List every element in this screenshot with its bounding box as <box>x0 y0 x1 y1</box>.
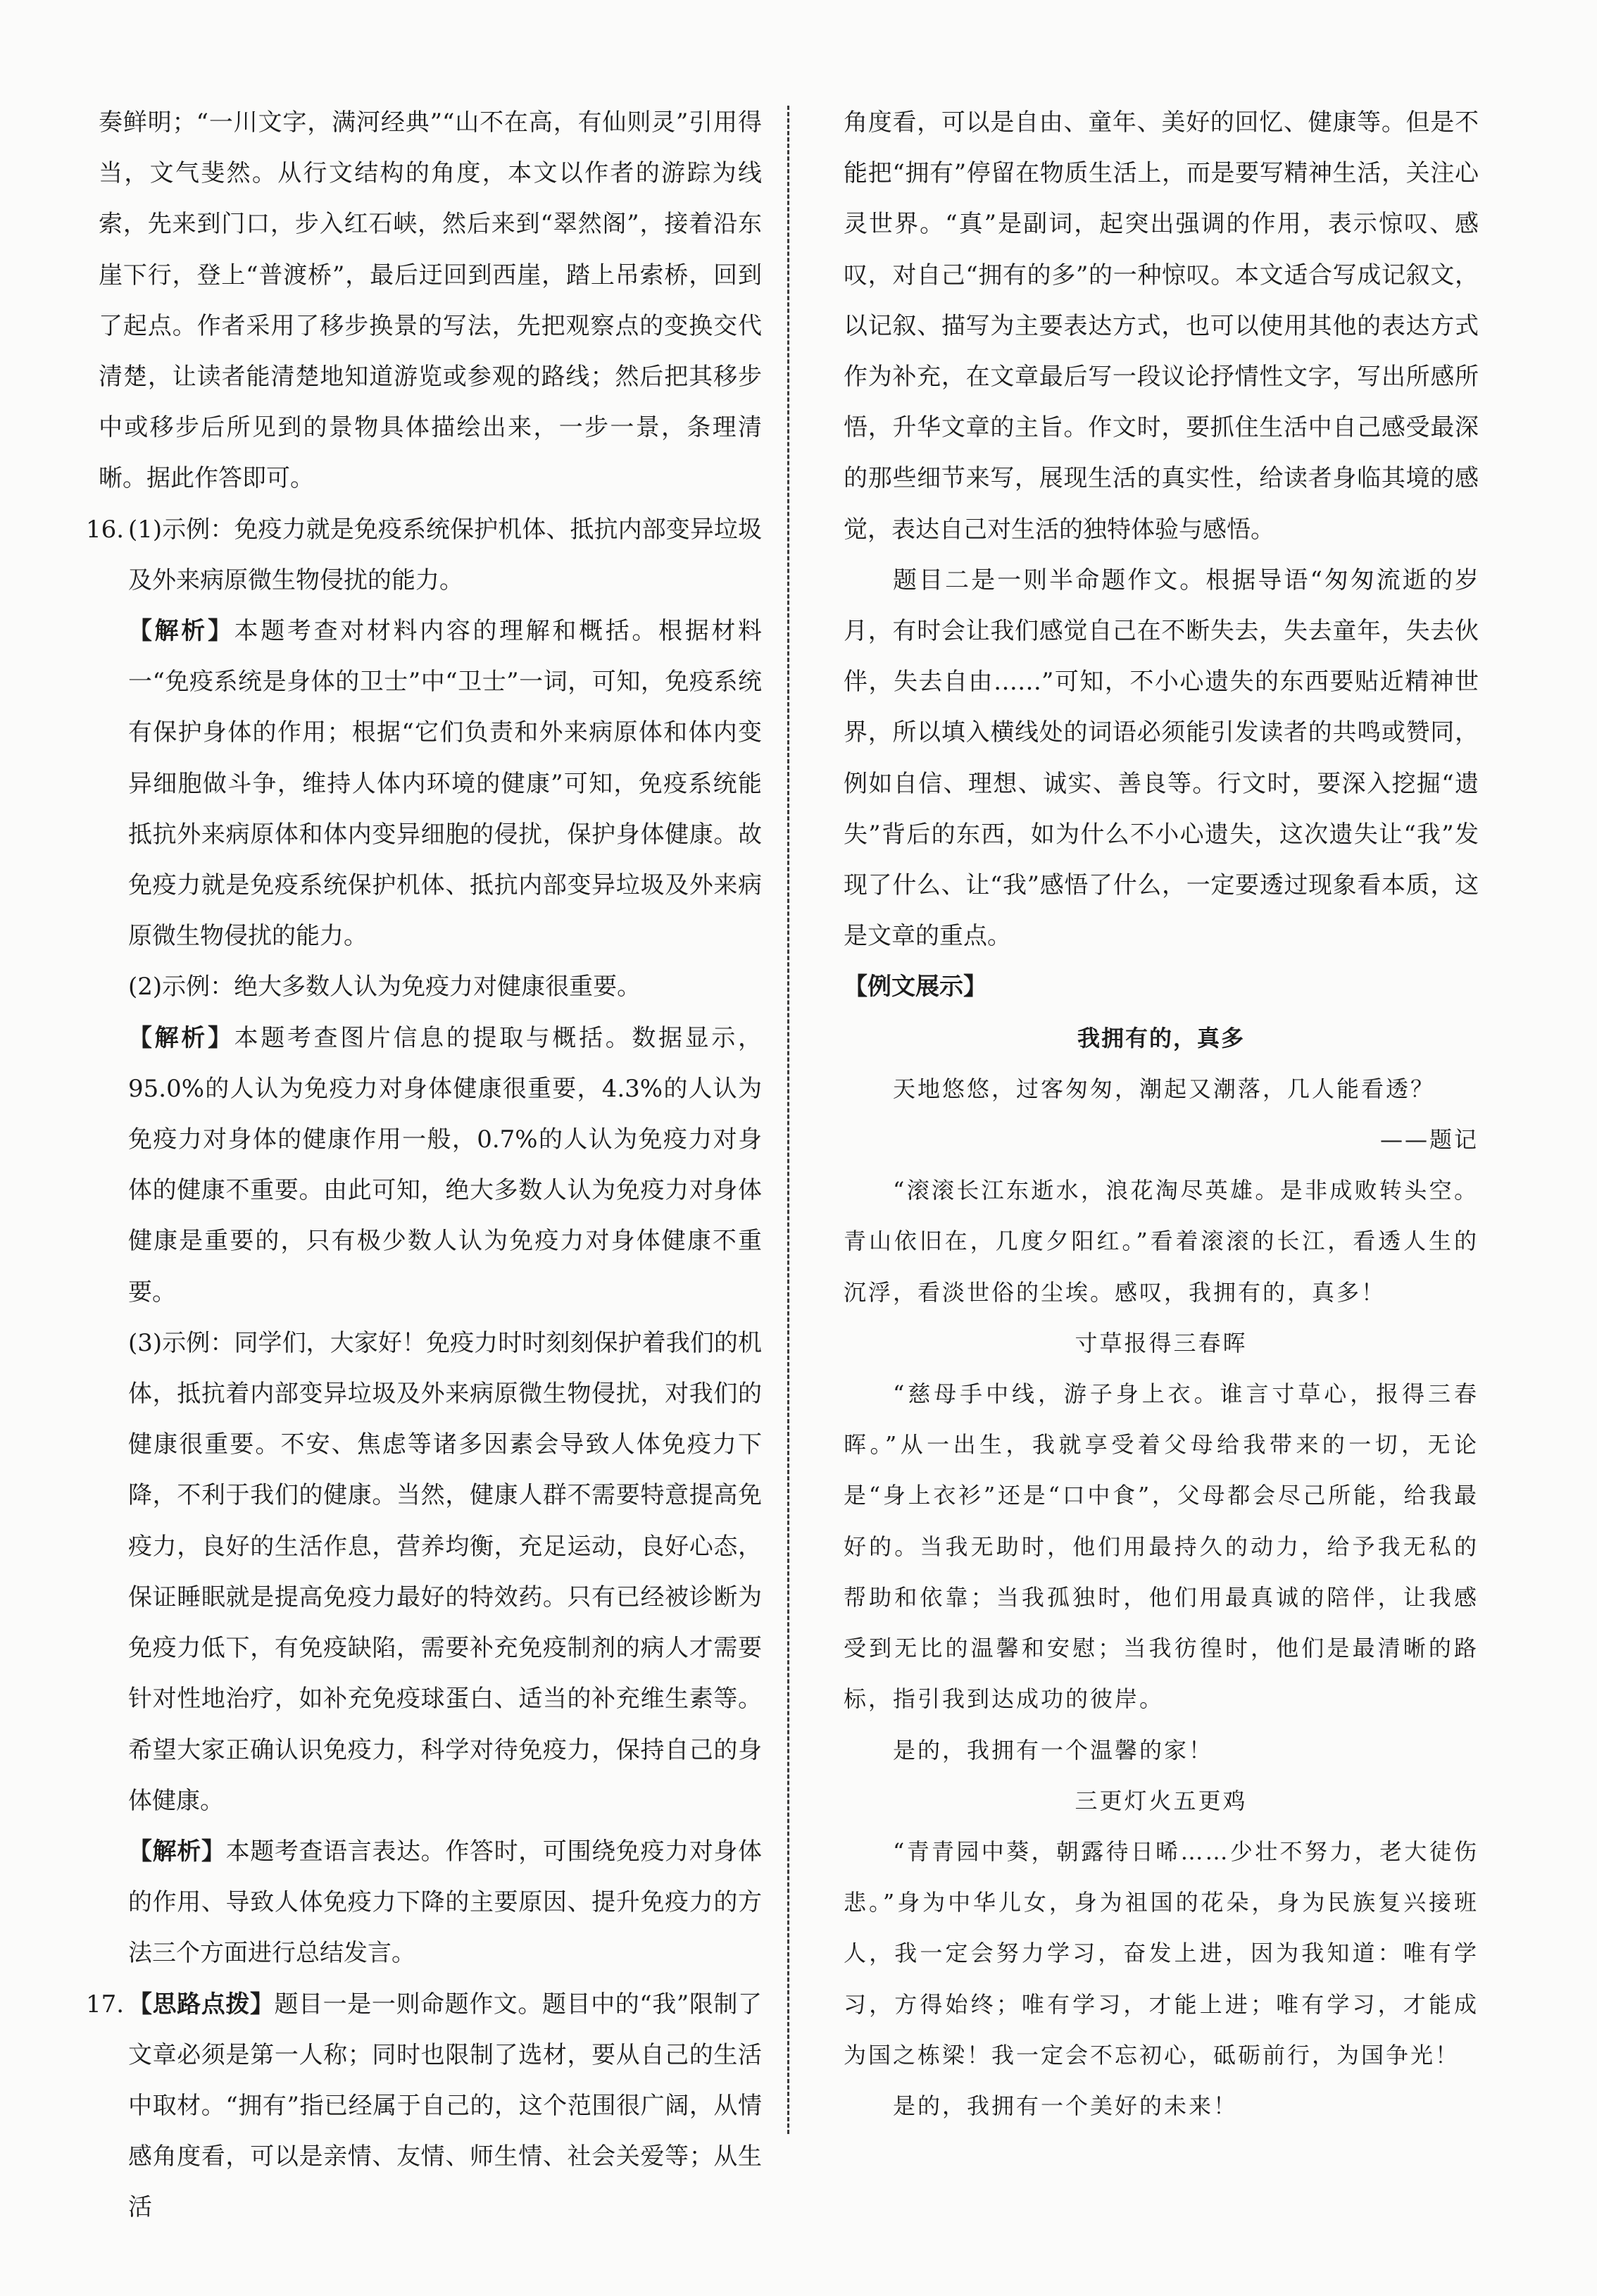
analysis-tag: 【解析】 <box>128 1023 234 1052</box>
essay-paragraph-5: 是的，我拥有一个美好的未来！ <box>893 2092 1239 2119</box>
sample-essay <box>844 1013 1479 2131</box>
guidance-continued: 角度看，可以是自由、童年、美好的回忆、健康等。但是不能把“拥有”停留在物质生活上，而是要写精神生活，关注心灵世界。“真”是副词，起突出强调的作用，表示惊叹、感叹，对自己“拥有的多”的一种惊叹。本文适合写成记叙文，以记叙、描写为主要表达方式，也可以使用其他的表达方式作为补充，在文章最后写一段议论抒情性文字，写出所感所悟，升华文章的主旨。作文时，要抓住生活中自己感受最深的那些细节来写，展现生活的真实性，给读者身临其境的感觉，表达自己对生活的独特体验与感悟。 <box>844 108 1479 544</box>
q16-part2-analysis <box>128 1013 762 1318</box>
left-column <box>86 97 763 2233</box>
q16-part1-answer: (1)示例：免疫力就是免疫系统保护机体、抵抗内部变异垃圾及外来病原微生物侵扰的能力。 <box>128 515 762 594</box>
question-number: 16. <box>86 515 125 544</box>
q16-part3-answer: (3)示例：同学们，大家好！免疫力时时刻刻保护着我们的机体，抵抗着内部变异垃圾及外来病原微生物侵扰，对我们的健康很重要。不安、焦虑等诸多因素会导致人体免疫力下降，不利于我们的健康。当然，健康人群不需要特意提高免疫力，良好的生活作息，营养均衡，充足运动，良好心态，保证睡眠就是提高免疫力最好的特效药。只有已经被诊断为免疫力低下，有免疫缺陷，需要补充免疫制剂的病人才需要针对性地治疗，如补充免疫球蛋白、适当的补充维生素等。希望大家正确认识免疫力，科学对待免疫力，保持自己的身体健康。 <box>128 1328 762 1815</box>
q16-part3-analysis <box>128 1826 762 1979</box>
analysis-text: 本题考查语言表达。作答时，可围绕免疫力对身体的作用、导致人体免疫力下降的主要原因、提升免疫力的方法三个方面进行总结发言。 <box>128 1837 763 1968</box>
essay-subtitle-2: 三更灯火五更鸡 <box>1075 1787 1248 1814</box>
intro-paragraph: 奏鲜明；“一川文字，满河经典”“山不在高，有仙则灵”引用得当，文气斐然。从行文结构的角度，本文以作者的游踪为线索，先来到门口，步入红石峡，然后来到“翠然阁”，接着沿东崖下行，登上“普渡桥”，最后迂回到西崖，踏上吊索桥，回到了起点。作者采用了移步换景的写法，先把观察点的变换交代清楚，让读者能清楚地知道游览或参观的路线；然后把其移步中或移步后所见到的景物具体描绘出来，一步一景，条理清晰。据此作答即可。 <box>99 108 762 493</box>
analysis-tag: 【解析】 <box>128 617 234 646</box>
topic2-paragraph: 题目二是一则半命题作文。根据导语“匆匆流逝的岁月，有时会让我们感觉自己在不断失去，失去童年，失去伙伴，失去自由……”可知，不小心遗失的东西要贴近精神世界，所以填入横线处的词语必须能引发读者的共鸣或赞同，例如自信、理想、诚实、善良等。行文时，要深入挖掘“遗失”背后的东西，如为什么不小心遗失，这次遗失让“我”发现了什么、让“我”感悟了什么，一定要透过现象看本质，这是文章的重点。 <box>844 566 1479 951</box>
question-17 <box>86 1979 762 2233</box>
right-column <box>844 97 1479 2131</box>
showcase-label: 【例文展示】 <box>844 973 987 1002</box>
question-16 <box>86 504 763 1979</box>
essay-paragraph-4: “青青园中葵，朝露待日晞……少壮不努力，老大徒伤悲。”身为中华儿女，身为祖国的花朵，身为民族复兴接班人，我一定会努力学习，奋发上进，因为我知道：唯有学习，方得始终；唯有学习，才能上进；唯有学习，才能成为国之栋梁！我一定会不忘初心，砥砺前行，为国争光！ <box>844 1838 1479 2069</box>
question-number: 17. <box>86 1990 125 2019</box>
essay-paragraph-3: 是的，我拥有一个温馨的家！ <box>893 1736 1214 1764</box>
guidance-text: 题目一是一则命题作文。题目中的“我”限制了文章必须是第一人称；同时也限制了选材，要从自己的生活中取材。“拥有”指已经属于自己的，这个范围很广阔，从情感角度看，可以是亲情、友情、师生情、社会关爱等；从生活 <box>128 1990 762 2222</box>
q16-part1-analysis <box>128 606 762 961</box>
guidance-tag: 【思路点拨】 <box>128 1990 275 2019</box>
q17-guidance <box>128 1979 762 2233</box>
essay-paragraph-1: “滚滚长江东逝水，浪花淘尽英雄。是非成败转头空。青山依旧在，几度夕阳红。”看着滚滚的长江，看透人生的沉浮，看淡世俗的尘埃。感叹，我拥有的，真多！ <box>844 1177 1479 1306</box>
analysis-text: 本题考查图片信息的提取与概括。数据显示，95.0%的人认为免疫力对身体健康很重要，4.3%的人认为免疫力对身体的健康作用一般，0.7%的人认为免疫力对身体的健康不重要。由此可知，绝大多数人认为免疫力对身体健康是重要的，只有极少数人认为免疫力对身体健康不重要。 <box>128 1023 762 1306</box>
analysis-tag: 【解析】 <box>128 1837 226 1866</box>
epigraph-source: ——题记 <box>1379 1126 1479 1154</box>
column-divider <box>787 106 789 2134</box>
essay-subtitle-1: 寸草报得三春晖 <box>1075 1329 1248 1356</box>
essay-epigraph: 天地悠悠，过客匆匆，潮起又潮落，几人能看透？ <box>893 1075 1436 1102</box>
q16-part2-answer: (2)示例：绝大多数人认为免疫力对健康很重要。 <box>128 973 641 1002</box>
essay-paragraph-2: “慈母手中线，游子身上衣。谁言寸草心，报得三春晖。”从一出生，我就享受着父母给我带来的一切，无论是“身上衣衫”还是“口中食”，父母都会尽己所能，给我最好的。当我无助时，他们用最持久的动力，给予我无私的帮助和依靠；当我孤独时，他们用最真诚的陪伴，让我感受到无比的温馨和安慰；当我彷徨时，他们是最清晰的路标，指引我到达成功的彼岸。 <box>844 1380 1479 1713</box>
analysis-text: 本题考查对材料内容的理解和概括。根据材料一“免疫系统是身体的卫士”中“卫士”一词，可知，免疫系统有保护身体的作用；根据“它们负责和外来病原体和体内变异细胞做斗争，维持人体内环境的健康”可知，免疫系统能抵抗外来病原体和体内变异细胞的侵扰，保护身体健康。故免疫力就是免疫系统保护机体、抵抗内部变异垃圾及外来病原微生物侵扰的能力。 <box>128 617 762 951</box>
essay-title: 我拥有的，真多 <box>1077 1024 1245 1052</box>
